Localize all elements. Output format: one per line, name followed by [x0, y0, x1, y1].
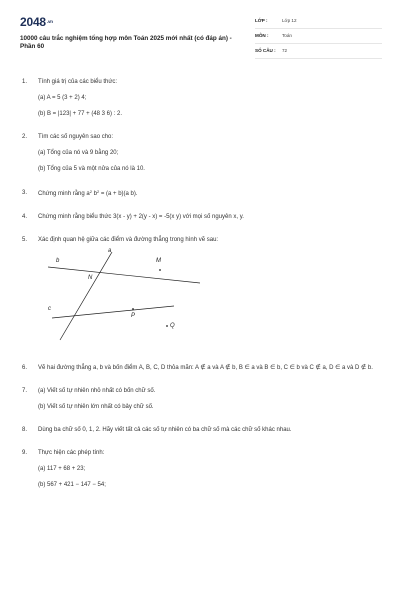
- question-number: 4.: [22, 213, 28, 220]
- geometry-figure: [38, 248, 208, 344]
- line-a: [60, 252, 112, 340]
- meta-row-class: [255, 16, 382, 29]
- label-P: P: [131, 312, 136, 319]
- meta-value-class: Lớp 12: [282, 18, 297, 23]
- sub-question: (a) A = 5 (3 + 2) 4;: [38, 95, 87, 102]
- document-title: 10000 câu trắc nghiệm tổng hợp môn Toán 2025 mới nhất (có đáp án) - Phần 60: [20, 35, 232, 51]
- question-text: [38, 189, 382, 198]
- question-text: Vẽ hai đường thẳng a, b và bốn điểm A, B, C, D thỏa mãn: A ∉ a và A ∉ b, B ∈ a và B ∈ b, C ∈ b và C ∉ a, D ∈ a và D ∉ b.: [38, 364, 373, 371]
- question-number: 6.: [22, 364, 28, 371]
- question-2: [22, 133, 382, 173]
- meta-value-subject: Toán: [282, 33, 292, 38]
- logo-text: 2048: [20, 15, 46, 29]
- question-number: 2.: [22, 134, 28, 141]
- document-header: [20, 14, 382, 62]
- sub-question: (b) Viết số tự nhiên lớn nhất có bảy chữ số.: [38, 404, 154, 411]
- question-text: Xác định quan hệ giữa các điểm và đường thẳng trong hình vẽ sau:: [38, 236, 219, 243]
- question-text: Thực hiện các phép tính:: [38, 450, 105, 457]
- sub-question: (b) 567 + 421 − 147 − 54;: [38, 482, 106, 489]
- question-9: [22, 449, 382, 489]
- label-Q: Q: [170, 322, 175, 329]
- question-8: [22, 426, 382, 434]
- logo-suffix: .vn: [46, 19, 53, 24]
- question-text: Chứng minh rằng biểu thức 3(x - y) + 2(y - x) = -5(x y) với mọi số nguyên x, y.: [38, 213, 244, 220]
- text-part: Chứng minh rằng a: [38, 190, 90, 197]
- meta-info: [255, 16, 382, 61]
- question-number: 3.: [22, 189, 28, 196]
- text-part: = (a + b)(a b).: [99, 190, 138, 197]
- meta-label-class: LỚP :: [255, 18, 268, 23]
- question-3: [22, 189, 382, 198]
- question-7: [22, 387, 382, 411]
- geometry-svg: [38, 248, 208, 344]
- line-b: [48, 267, 200, 283]
- point-M: [159, 269, 161, 271]
- sub-question: (b) Tổng của 5 và một nửa của nó là 10.: [38, 166, 145, 173]
- superscript: 2: [89, 188, 92, 194]
- question-list: [22, 78, 382, 505]
- point-Q: [166, 325, 168, 327]
- question-5: [22, 236, 382, 344]
- question-number: 5.: [22, 236, 28, 243]
- meta-value-count: 72: [282, 48, 288, 53]
- meta-row-subject: [255, 31, 382, 44]
- sub-question: (a) Viết số tự nhiên nhỏ nhất có bốn chữ số.: [38, 387, 156, 394]
- meta-label-count: SỐ CÂU :: [255, 48, 276, 53]
- sub-question: (a) Tổng của nó và 9 bằng 20;: [38, 150, 119, 157]
- question-number: 8.: [22, 427, 28, 434]
- meta-row-count: [255, 46, 382, 59]
- sub-question: (a) 117 + 68 + 23;: [38, 466, 86, 473]
- text-part: b: [91, 190, 97, 197]
- question-6: [22, 364, 382, 372]
- label-c: c: [48, 305, 51, 312]
- question-text: Tính giá trị của các biểu thức:: [38, 79, 118, 85]
- question-number: 1.: [22, 79, 28, 85]
- question-1: [22, 78, 382, 118]
- question-number: 7.: [22, 387, 28, 394]
- question-text: Dùng ba chữ số 0, 1, 2. Hãy viết tất cả các số tự nhiên có ba chữ số mà các chữ số khác nhau.: [38, 427, 292, 434]
- question-4: [22, 213, 382, 221]
- label-b: b: [56, 257, 60, 264]
- label-N: N: [88, 274, 93, 281]
- label-a: a: [108, 247, 112, 254]
- label-M: M: [156, 257, 161, 264]
- line-c: [52, 306, 174, 318]
- sub-question: (b) B = |123| + 77 + (48 3 6) : 2.: [38, 111, 122, 118]
- site-logo[interactable]: [20, 14, 53, 30]
- meta-label-subject: MÔN :: [255, 33, 269, 38]
- point-P: [132, 308, 134, 310]
- question-number: 9.: [22, 450, 28, 457]
- question-text: Tìm các số nguyên sao cho:: [38, 134, 114, 141]
- superscript: 2: [96, 188, 100, 194]
